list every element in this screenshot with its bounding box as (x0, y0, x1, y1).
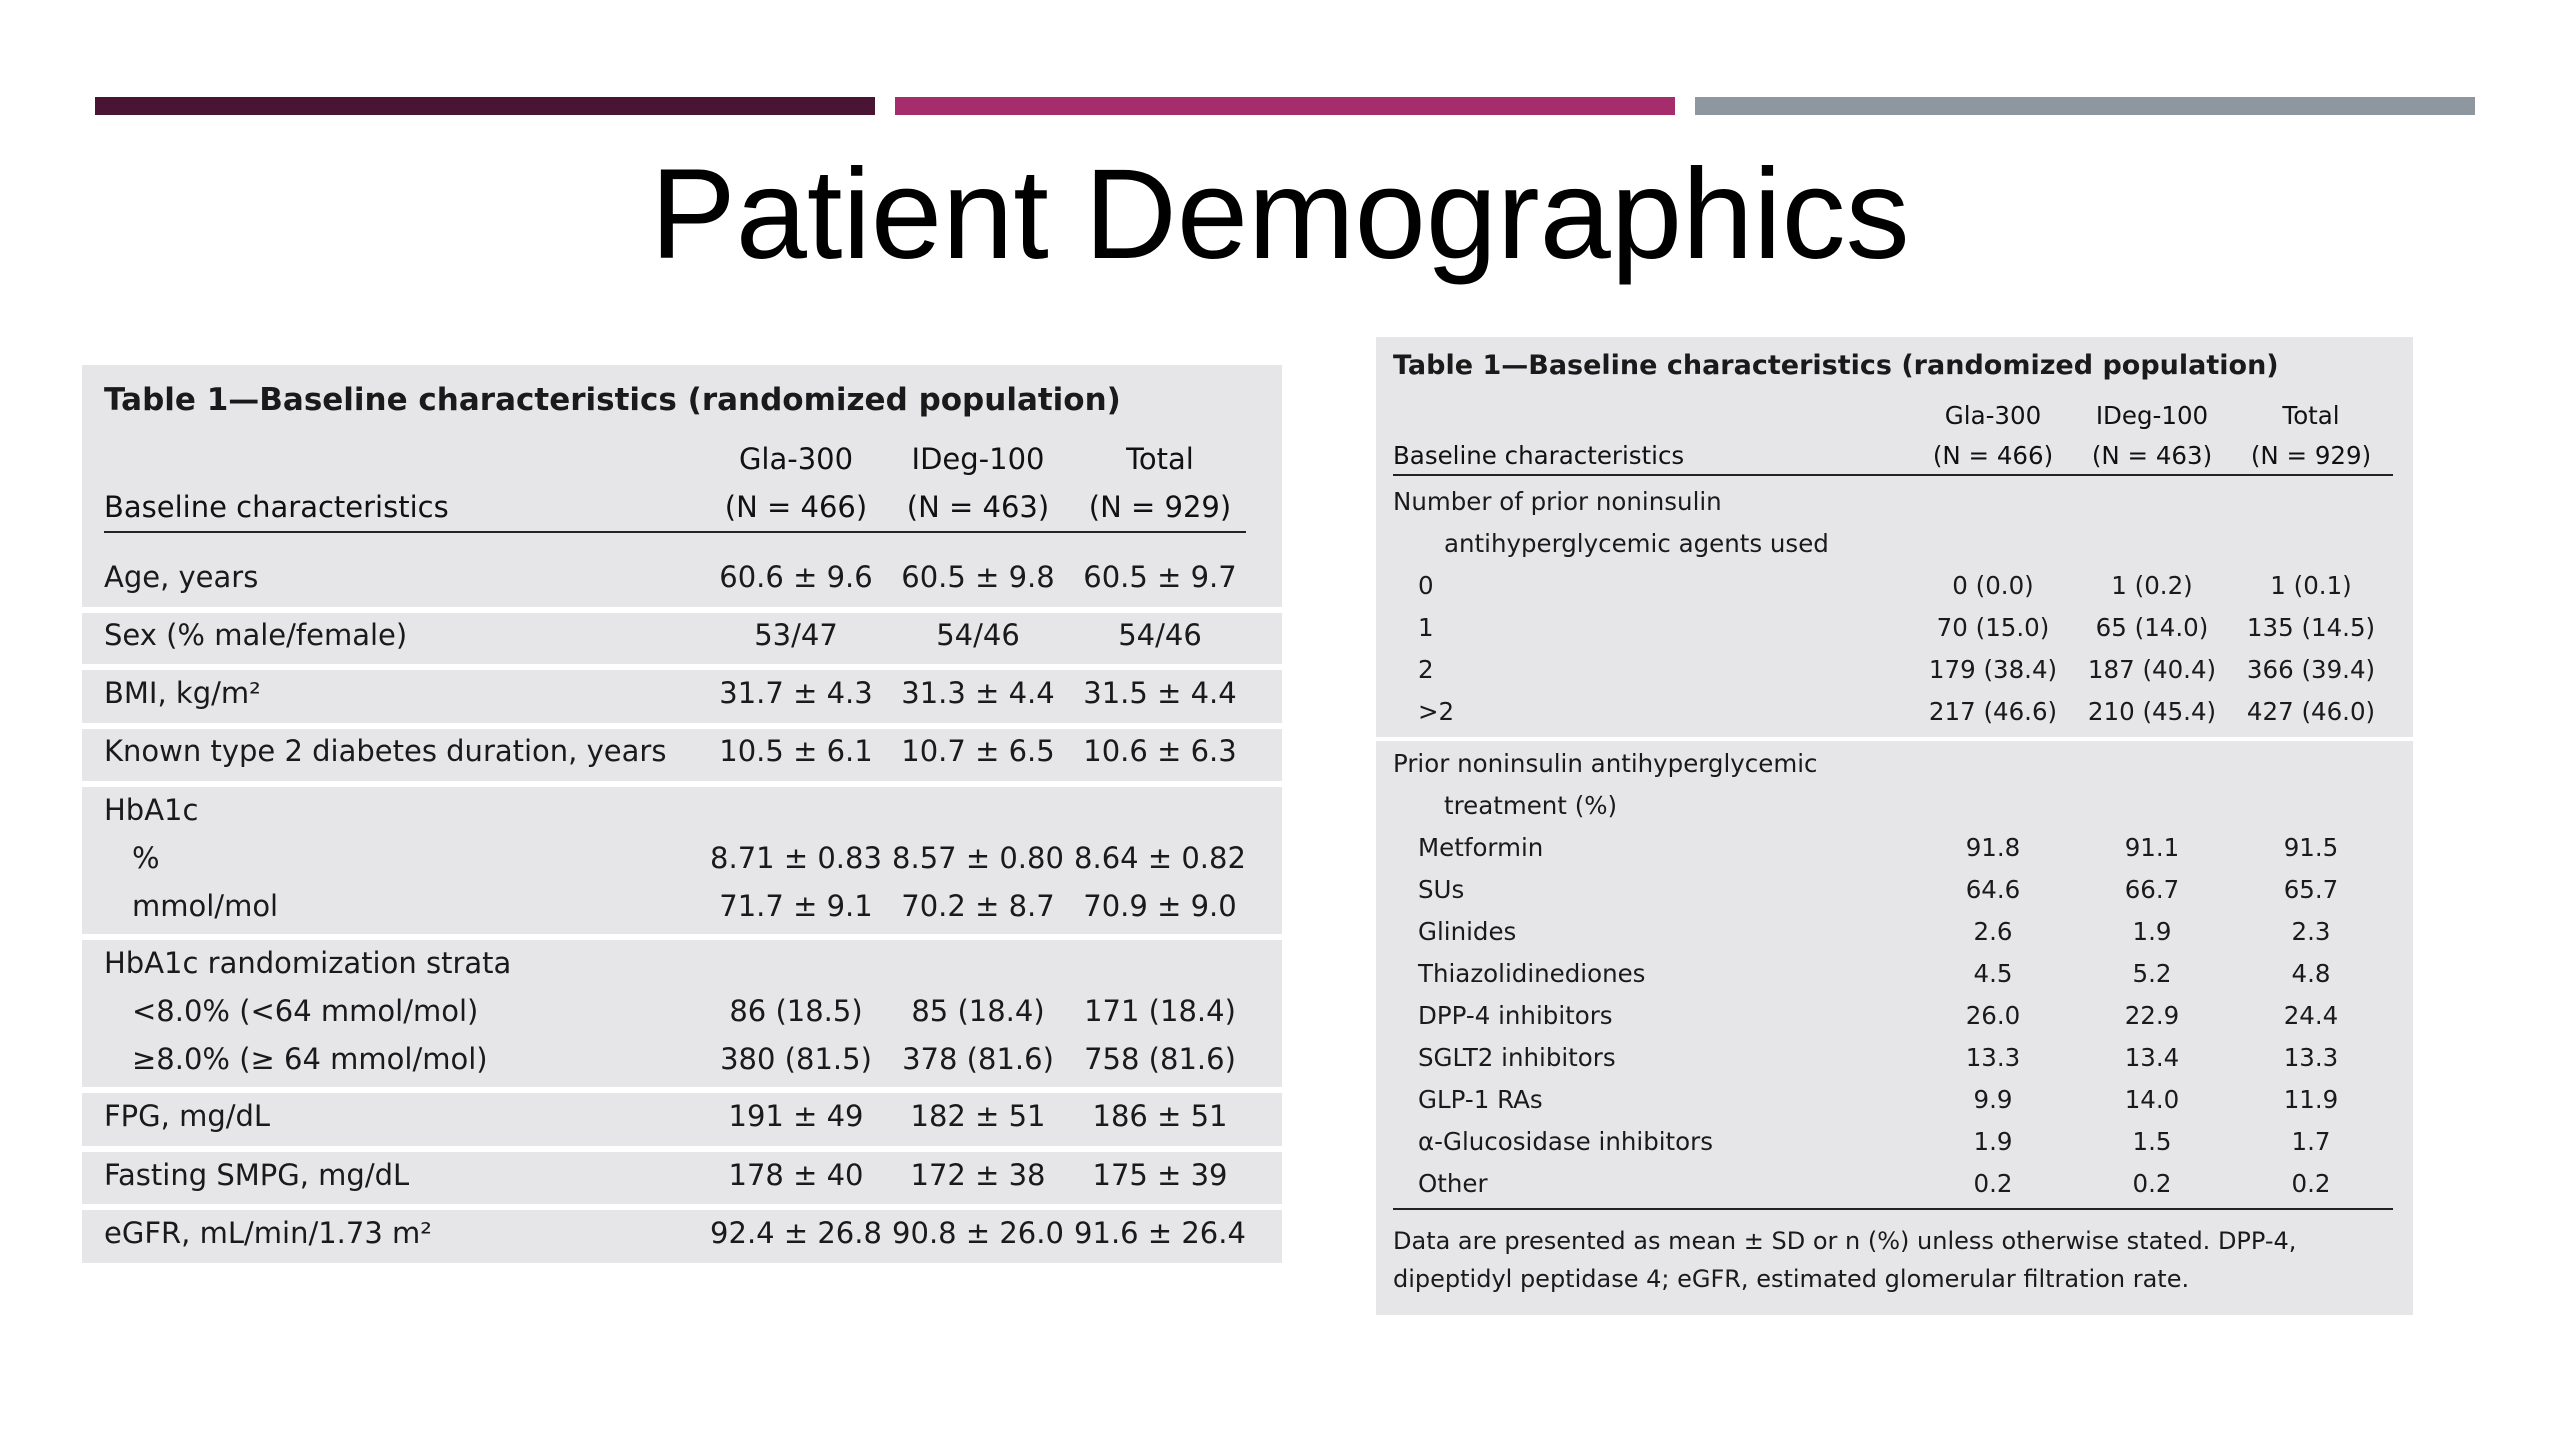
row-header-label: Baseline characteristics (104, 490, 449, 524)
col-header-gla: Gla-300 (N = 466) (724, 442, 868, 524)
accent-bar-2 (895, 97, 1675, 115)
left-table-title: Table 1—Baseline characteristics (randomized population) (104, 382, 1121, 418)
col-header-total: Total (N = 929) (1088, 442, 1232, 524)
col-header-ideg: IDeg-100 (N = 463) (906, 442, 1050, 524)
col-header-gla: Gla-300 (N = 466) (1932, 401, 2054, 470)
right-table-title: Table 1—Baseline characteristics (randomized population) (1393, 350, 2279, 381)
header-rule (1393, 474, 2393, 476)
right-table: Table 1—Baseline characteristics (randomized population) Gla-300 (N = 466) IDeg-100 (N = 463) Total (N = 929) Baseline characteristics Number of prior noninsulin antihyperglycemic agents used 0 0 (0.0) 1 (0.2) 1 (0.1) 1 70 (15.0) 65 (14.0) 135 (14.5) 2 179 (38.4) 187 (40.4) 366 (39.4) >2 217 (46.6) 210 (45.4) 427 (46.0) Prior noninsulin antihyperglycemic treatment (%) Metformin 91.8 91.1 91.5 SUs 64.6 66.7 65.7 Glinides 2.6 1.9 2.3 Thiazolidinediones 4.5 5.2 4.8 DPP-4 inhibitors 26.0 22.9 24.4 SGLT2 inhibitors 13.3 13.4 13.3 GLP-1 RAs 9.9 14.0 11.9 α-Glucosidase inhibitors 1.9 1.5 1.7 Other 0.2 0.2 0.2 Data are presented as mean ± SD or n (%) unless otherwise stated. DPP-4, dipeptidyl peptidase 4; eGFR, estimated glomerular filtration rate. (1376, 337, 2413, 1315)
header-rule (104, 531, 1246, 533)
col-header-ideg: IDeg-100 (N = 463) (2091, 401, 2213, 470)
table-footnote: Data are presented as mean ± SD or n (%) unless otherwise stated. DPP-4, dipeptidyl peptidase 4; eGFR, estimated glomerular filtration rate. (1393, 1227, 2297, 1293)
slide-title: Patient Demographics (650, 143, 1910, 286)
row-header-label: Baseline characteristics (1393, 441, 1685, 470)
row-divider (82, 664, 1282, 670)
row-divider (1376, 737, 2413, 741)
bottom-rule (1393, 1208, 2393, 1210)
row-divider (82, 607, 1282, 613)
row-divider (82, 934, 1282, 940)
row-divider (82, 1146, 1282, 1152)
row-divider (82, 1204, 1282, 1210)
row-divider (82, 723, 1282, 729)
left-table: Table 1—Baseline characteristics (randomized population) Gla-300 (N = 466) IDeg-100 (N = 463) Total (N = 929) Baseline characteristics Age, years 60.6 ± 9.6 60.5 ± 9.8 60.5 ± 9.7 Sex (% male/female) 53/47 54/46 54/46 BMI, kg/m² 31.7 ± 4.3 31.3 ± 4.4 31.5 ± 4.4 Known type 2 diabetes duration, years 10.5 ± 6.1 10.7 ± 6.5 10.6 ± 6.3 HbA1c % 8.71 ± 0.83 8.57 ± 0.80 8.64 ± 0.82 mmol/mol 71.7 ± 9.1 70.2 ± 8.7 70.9 ± 9.0 HbA1c randomization strata <8.0% (<64 mmol/mol) 86 (18.5) 85 (18.4) 171 (18.4) ≥8.0% (≥ 64 mmol/mol) 380 (81.5) 378 (81.6) 758 (81.6) FPG, mg/dL 191 ± 49 182 ± 51 186 ± 51 Fasting SMPG, mg/dL 178 ± 40 172 ± 38 175 ± 39 eGFR, mL/min/1.73 m² 92.4 ± 26.8 90.8 ± 26.0 91.6 ± 26.4 (82, 365, 1282, 1263)
accent-bar-3 (1695, 97, 2475, 115)
row-divider (82, 1087, 1282, 1093)
col-header-total: Total (N = 929) (2250, 401, 2372, 470)
accent-bar-1 (95, 97, 875, 115)
row-divider (82, 781, 1282, 787)
